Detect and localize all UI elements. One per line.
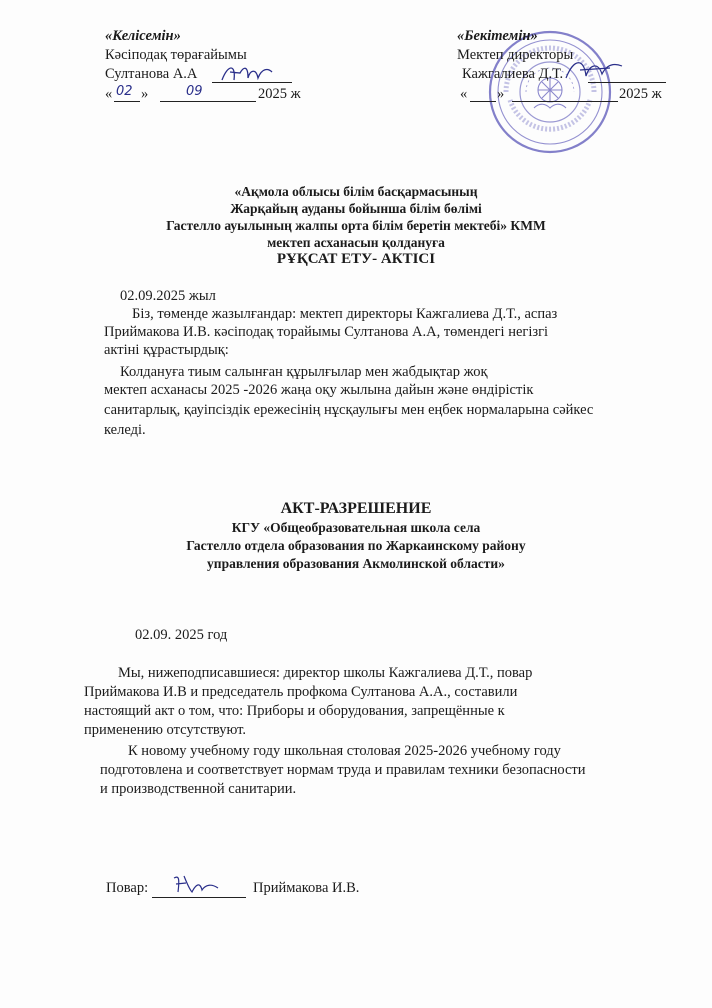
signature-cook-handwritten (170, 872, 230, 898)
approval-right-name: Кажгалиева Д.Т. (462, 66, 564, 82)
kz-title: РҰҚСАТ ЕТУ- АКТІСІ (276, 251, 436, 267)
kz-header-line-2: Жарқайың ауданы бойынша білім бөлімі (230, 201, 482, 216)
ru-header-line-2: Гастелло отдела образования по Жаркаинскому району (186, 538, 526, 553)
signature-left-handwritten (218, 60, 278, 86)
ru-body-line-1: Мы, нижеподписавшиеся: директор школы Кажгалиева Д.Т., повар (118, 665, 533, 681)
ru-body-line-7: и производственной санитарии. (100, 781, 297, 797)
day-handwritten: 02 (116, 84, 133, 99)
day-line-right (470, 101, 496, 102)
kz-body-line-2: Приймакова И.В. кәсіподақ торайымы Султанова А.А, төмендегі негізгі (104, 324, 549, 340)
approval-right-date-close: » (497, 86, 505, 102)
ru-header-line-3: управления образования Акмолинской области» (207, 556, 505, 571)
approval-left-position: Кәсіподақ төрағайымы (105, 47, 247, 63)
ru-date: 02.09. 2025 год (135, 627, 228, 643)
approval-left-year: 2025 ж (258, 86, 301, 102)
signature-name: Приймакова И.В. (253, 880, 360, 896)
approval-right-position: Мектеп директоры (457, 47, 574, 63)
kz-body-line-1: Біз, төменде жазылғандар: мектеп директоры Кажгалиева Д.Т., аспаз (132, 306, 558, 322)
approval-right-date-open: « (460, 86, 468, 102)
ru-body-line-3: настоящий акт о том, что: Приборы и оборудования, запрещённые к (84, 703, 505, 719)
signature-right-handwritten (560, 52, 630, 86)
kz-header-line-1: «Ақмола облысы білім басқармасының (234, 184, 478, 199)
month-line-left (160, 101, 256, 102)
approval-right-year: 2025 ж (619, 86, 662, 102)
kz-body-line-7: келеді. (104, 422, 146, 438)
kz-body-line-6: санитарлық, қауіпсіздік ережесінің нұсқаулығы мен еңбек нормаларына сәйкес (104, 402, 594, 418)
ru-body-line-4: применению отсутствуют. (84, 722, 247, 738)
approval-left-date-close: » (141, 86, 149, 102)
approval-left-name: Султанова А.А (105, 66, 198, 82)
kz-body-line-4: Колдануға тиым салынған құрылғылар мен жабдықтар жоқ (120, 364, 488, 380)
kz-header-line-4: мектеп асханасын қолдануға (267, 235, 445, 250)
kz-header-line-3: Гастелло ауылының жалпы орта білім беретін мектебі» КММ (166, 218, 546, 233)
day-line-left (114, 101, 140, 102)
ru-body-line-5: К новому учебному году школьная столовая 2025-2026 учебному году (128, 743, 561, 759)
kz-body-line-3: актіні құрастырдық: (104, 342, 229, 358)
month-line-right (512, 101, 618, 102)
approval-left-heading: «Келісемін» (105, 28, 181, 44)
ru-title: АКТ-РАЗРЕШЕНИЕ (280, 500, 432, 517)
month-handwritten: 09 (186, 84, 203, 99)
ru-body-line-6: подготовлена и соответствует нормам труда и правилам техники безопасности (100, 762, 586, 778)
ru-body-line-2: Приймакова И.В и председатель профкома Султанова А.А., составили (84, 684, 518, 700)
kz-date: 02.09.2025 жыл (120, 288, 216, 304)
kz-body-line-5: мектеп асханасы 2025 -2026 жаңа оқу жылына дайын және өндірістік (104, 382, 534, 398)
ru-header-line-1: КГУ «Общеобразовательная школа села (231, 520, 481, 535)
approval-right-heading: «Бекітемін» (457, 28, 538, 44)
signature-label: Повар: (106, 880, 149, 896)
approval-left-date-open: « (105, 86, 113, 102)
